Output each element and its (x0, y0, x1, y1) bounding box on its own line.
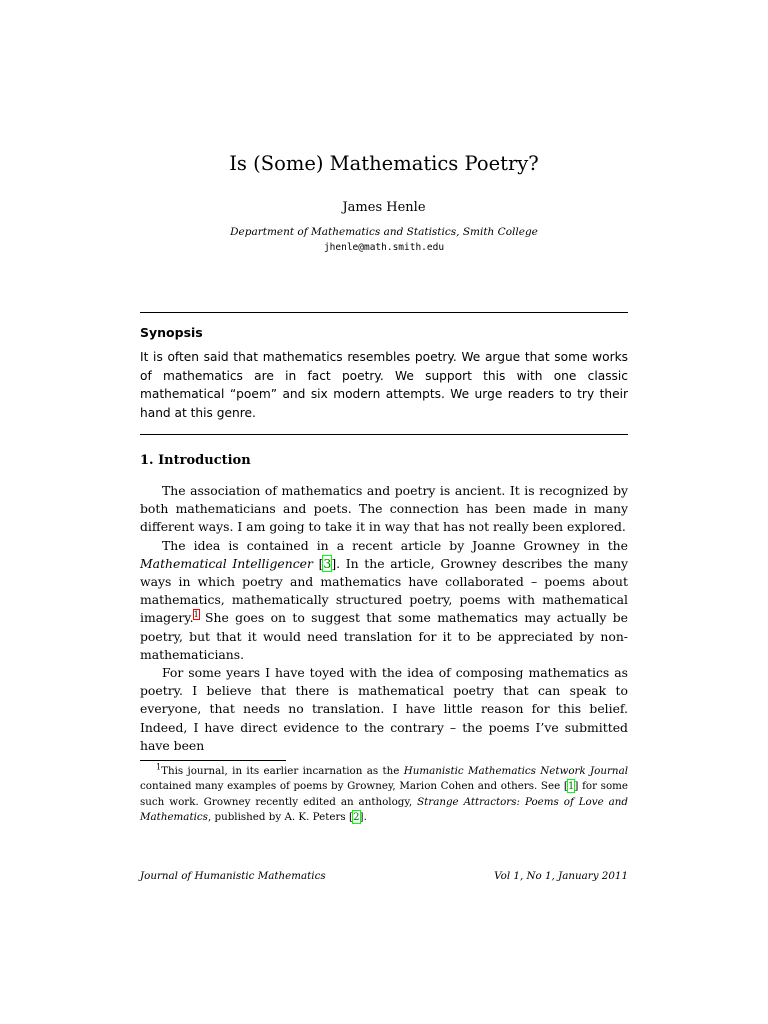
footnote-text-e: . (363, 810, 367, 823)
footnote-link-1[interactable]: 1 (193, 610, 199, 620)
author-name: James Henle (342, 200, 426, 215)
synopsis-heading: Synopsis (140, 325, 203, 340)
citation-link-3[interactable]: 3 (323, 555, 332, 571)
footnote-mark: 1 (156, 762, 162, 772)
footnote-journal-name: Humanistic Mathematics Network Journal (403, 765, 628, 777)
author-email[interactable]: jhenle@math.smith.edu (323, 242, 445, 253)
paragraph-1: The association of mathematics and poetry is ancient. It is recognized by both mathematicians and poets. The connection has been made in many different ways. I am going to take it in way that has not really been explored. (140, 483, 628, 535)
footnote-text-b: contained many examples of poems by Growney, Marion Cohen and others. See (140, 780, 564, 793)
synopsis-bottom-rule (140, 434, 628, 435)
synopsis-body: It is often said that mathematics resembles poetry. We argue that some works of mathematics are in fact poetry. We support this with one classic mathematical “poem” and six modern attempts. We urge readers to try their hand at this genre. (140, 350, 628, 420)
synopsis-top-rule (140, 312, 628, 313)
footnote-book-title: Strange Attractors: Poems of Love and Mathematics (140, 795, 628, 823)
paragraph-2-text-b: . In the article, Growney describes the many ways in which poetry and mathematics have collaborated – poems about mathematics, mathematically structured poetry, poems with mathematical imagery. (140, 555, 628, 626)
author-affiliation: Department of Mathematics and Statistics, Smith College (230, 226, 538, 238)
journal-name: Mathematical Intelligencer (140, 555, 313, 571)
paragraph-2-text-c: She goes on to suggest that some mathematics may actually be poetry, but that it would need translation for it to be appreciated by non-mathematicians. (140, 610, 628, 662)
footnote-text-a: This journal, in its earlier incarnation as the (161, 765, 404, 777)
footnote-text-d: , published by A. K. Peters (207, 810, 349, 823)
paragraph-3: For some years I have toyed with the idea of composing mathematics as poetry. I believe that there is mathematical poetry that can speak to everyone, that needs no translation. I have little reason for this belief. Indeed, I have direct evidence to the contrary – the poems I’ve submitted have been (140, 665, 628, 753)
introduction-body (140, 482, 628, 755)
citation-link-1[interactable]: 1 (567, 780, 575, 793)
footer-journal: Journal of Humanistic Mathematics (140, 870, 326, 882)
paragraph-2-text-a: The idea is contained in a recent article by Joanne Growney in the (162, 537, 628, 553)
paper-title: Is (Some) Mathematics Poetry? (229, 152, 539, 175)
section-heading-introduction: 1. Introduction (140, 453, 251, 468)
footer-volume: Vol 1, No 1, January 2011 (494, 870, 628, 882)
paragraph-2: The idea is contained in a recent article by Joanne Growney in the Mathematical Intelligencer [3]. In the article, Growney describes the many ways in which poetry and mathematics have collaborated – poems about mathematics, mathematically structured poetry, poems with mathematical imagery.$^1$ She goes on to suggest that some mathematics may actually be poetry, but that it would need translation for it to be appreciated by non-mathematicians. (140, 537, 628, 662)
footnote-rule (140, 760, 286, 761)
paper-page (140, 0, 628, 1024)
footnote-1: $^1$This journal, in its earlier incarnation as the Humanistic Mathematics Network Journal contained many examples of poems by Growney, Marion Cohen and others. See [1] for some such work. Growney recently edited an anthology, Strange Attractors: Poems of Love and Mathematics, published by A. K. Peters [2]. (140, 762, 629, 823)
citation-link-2[interactable]: 2 (352, 810, 360, 823)
footnote-text-c: for some such work. Growney recently edited an anthology, (140, 780, 629, 808)
